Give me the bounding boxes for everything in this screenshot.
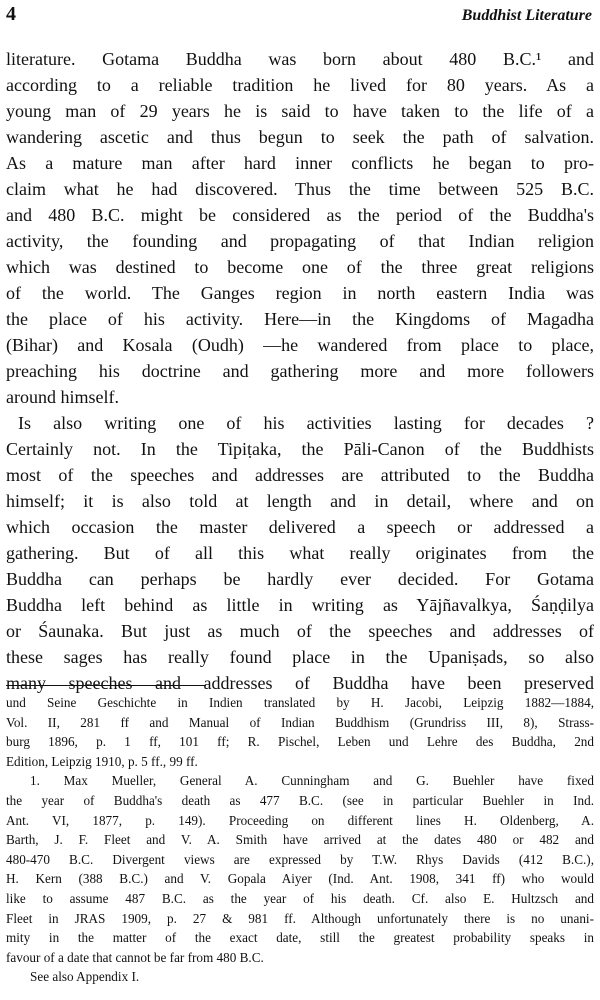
footnote-line: und Seine Geschichte in Indien translated by H. Jacobi, Leipzig 1882—1884,: [6, 695, 594, 710]
footnote-line: like to assume 487 B.C. as the year of his death. Cf. also E. Hultzsch and: [6, 890, 594, 906]
text-line: of the world. The Ganges region in north eastern India was: [6, 283, 594, 303]
text-line: Certainly not. In the Tipiṭaka, the Pāli-Canon of the Buddhists: [6, 439, 594, 459]
text-line: Buddha left behind as little in writing as Yājñavalkya, Śaṇḍilya: [6, 595, 594, 615]
text-line: and 480 B.C. might be considered as the period of the Buddha's: [6, 205, 594, 225]
text-line: activity, the founding and propagating of that Indian religion: [6, 231, 594, 251]
text-line: many speeches and addresses of Buddha have been preserved: [6, 673, 594, 693]
footnote-line: Vol. II, 281 ff and Manual of Indian Buddhism (Grundriss III, 8), Strass-: [6, 714, 594, 730]
footnote-line: H. Kern (388 B.C.) and V. Gopala Aiyer (Ind. Ant. 1908, 341 ff) who would: [6, 871, 594, 887]
footnote-line: Edition, Leipzig 1910, p. 5 ff., 99 ff.: [6, 753, 198, 769]
text-line: the place of his activity. Here—in the Kingdoms of Magadha: [6, 309, 594, 329]
footnote-line: mity in the matter of the exact date, still the greatest probability speaks in: [6, 930, 594, 946]
text-line: Buddha can perhaps be hardly ever decided. For Gotama: [6, 569, 594, 589]
text-line: As a mature man after hard inner conflicts he began to pro-: [6, 153, 594, 173]
text-line: or Śaunaka. But just as much of the speeches and addresses of: [6, 621, 594, 641]
running-head: Buddhist Literature: [461, 7, 592, 24]
text-line: Is also writing one of his activities lasting for decades ?: [18, 413, 594, 433]
text-line: literature. Gotama Buddha was born about 480 B.C.¹ and: [6, 49, 594, 69]
footnote-line: burg 1896, p. 1 ff, 101 ff; R. Pischel, Leben und Lehre des Buddha, 2nd: [6, 734, 594, 750]
text-line: which occasion the master delivered a speech or addressed a: [6, 517, 594, 537]
footnote-divider: [6, 685, 206, 686]
text-line: according to a reliable tradition he lived for 80 years. As a: [6, 75, 594, 95]
text-line: preaching his doctrine and gathering more and more followers: [6, 361, 594, 381]
text-line: around himself.: [6, 387, 119, 407]
text-line: these sages has really found place in the Upaniṣads, so also: [6, 647, 594, 667]
page-number: 4: [6, 3, 16, 25]
main-text: [6, 46, 594, 696]
text-line: claim what he had discovered. Thus the time between 525 B.C.: [6, 179, 594, 199]
footnote-line: Ant. VI, 1877, p. 149). Proceeding on different lines H. Oldenberg, A.: [6, 812, 594, 828]
footnotes: [6, 693, 594, 987]
footnote-line: 1. Max Mueller, General A. Cunningham and G. Buehler have fixed: [30, 773, 594, 789]
footnote-line: See also Appendix I.: [30, 969, 140, 985]
text-line: himself; it is also told at length and in detail, where and on: [6, 491, 594, 511]
footnote-line: favour of a date that cannot be far from 480 B.C.: [6, 949, 264, 965]
text-line: (Bihar) and Kosala (Oudh) —he wandered from place to place,: [6, 335, 594, 355]
text-line: most of the speeches and addresses are attributed to the Buddha: [6, 465, 594, 485]
footnote-line: Fleet in JRAS 1909, p. 27 & 981 ff. Although unfortunately there is no unani-: [6, 910, 594, 926]
footnote-line: 480-470 B.C. Divergent views are expressed by T.W. Rhys Davids (412 B.C.),: [6, 851, 594, 867]
text-line: gathering. But of all this what really originates from the: [6, 543, 594, 563]
text-line: which was destined to become one of the three great religions: [6, 257, 594, 277]
page-header: [6, 2, 592, 28]
footnote-line: Barth, J. F. Fleet and V. A. Smith have arrived at the dates 480 or 482 and: [6, 832, 594, 848]
text-line: wandering ascetic and thus begun to seek the path of salvation.: [6, 127, 594, 147]
footnote-line: the year of Buddha's death as 477 B.C. (see in particular Buehler in Ind.: [6, 792, 594, 808]
text-line: young man of 29 years he is said to have taken to the life of a: [6, 101, 594, 121]
